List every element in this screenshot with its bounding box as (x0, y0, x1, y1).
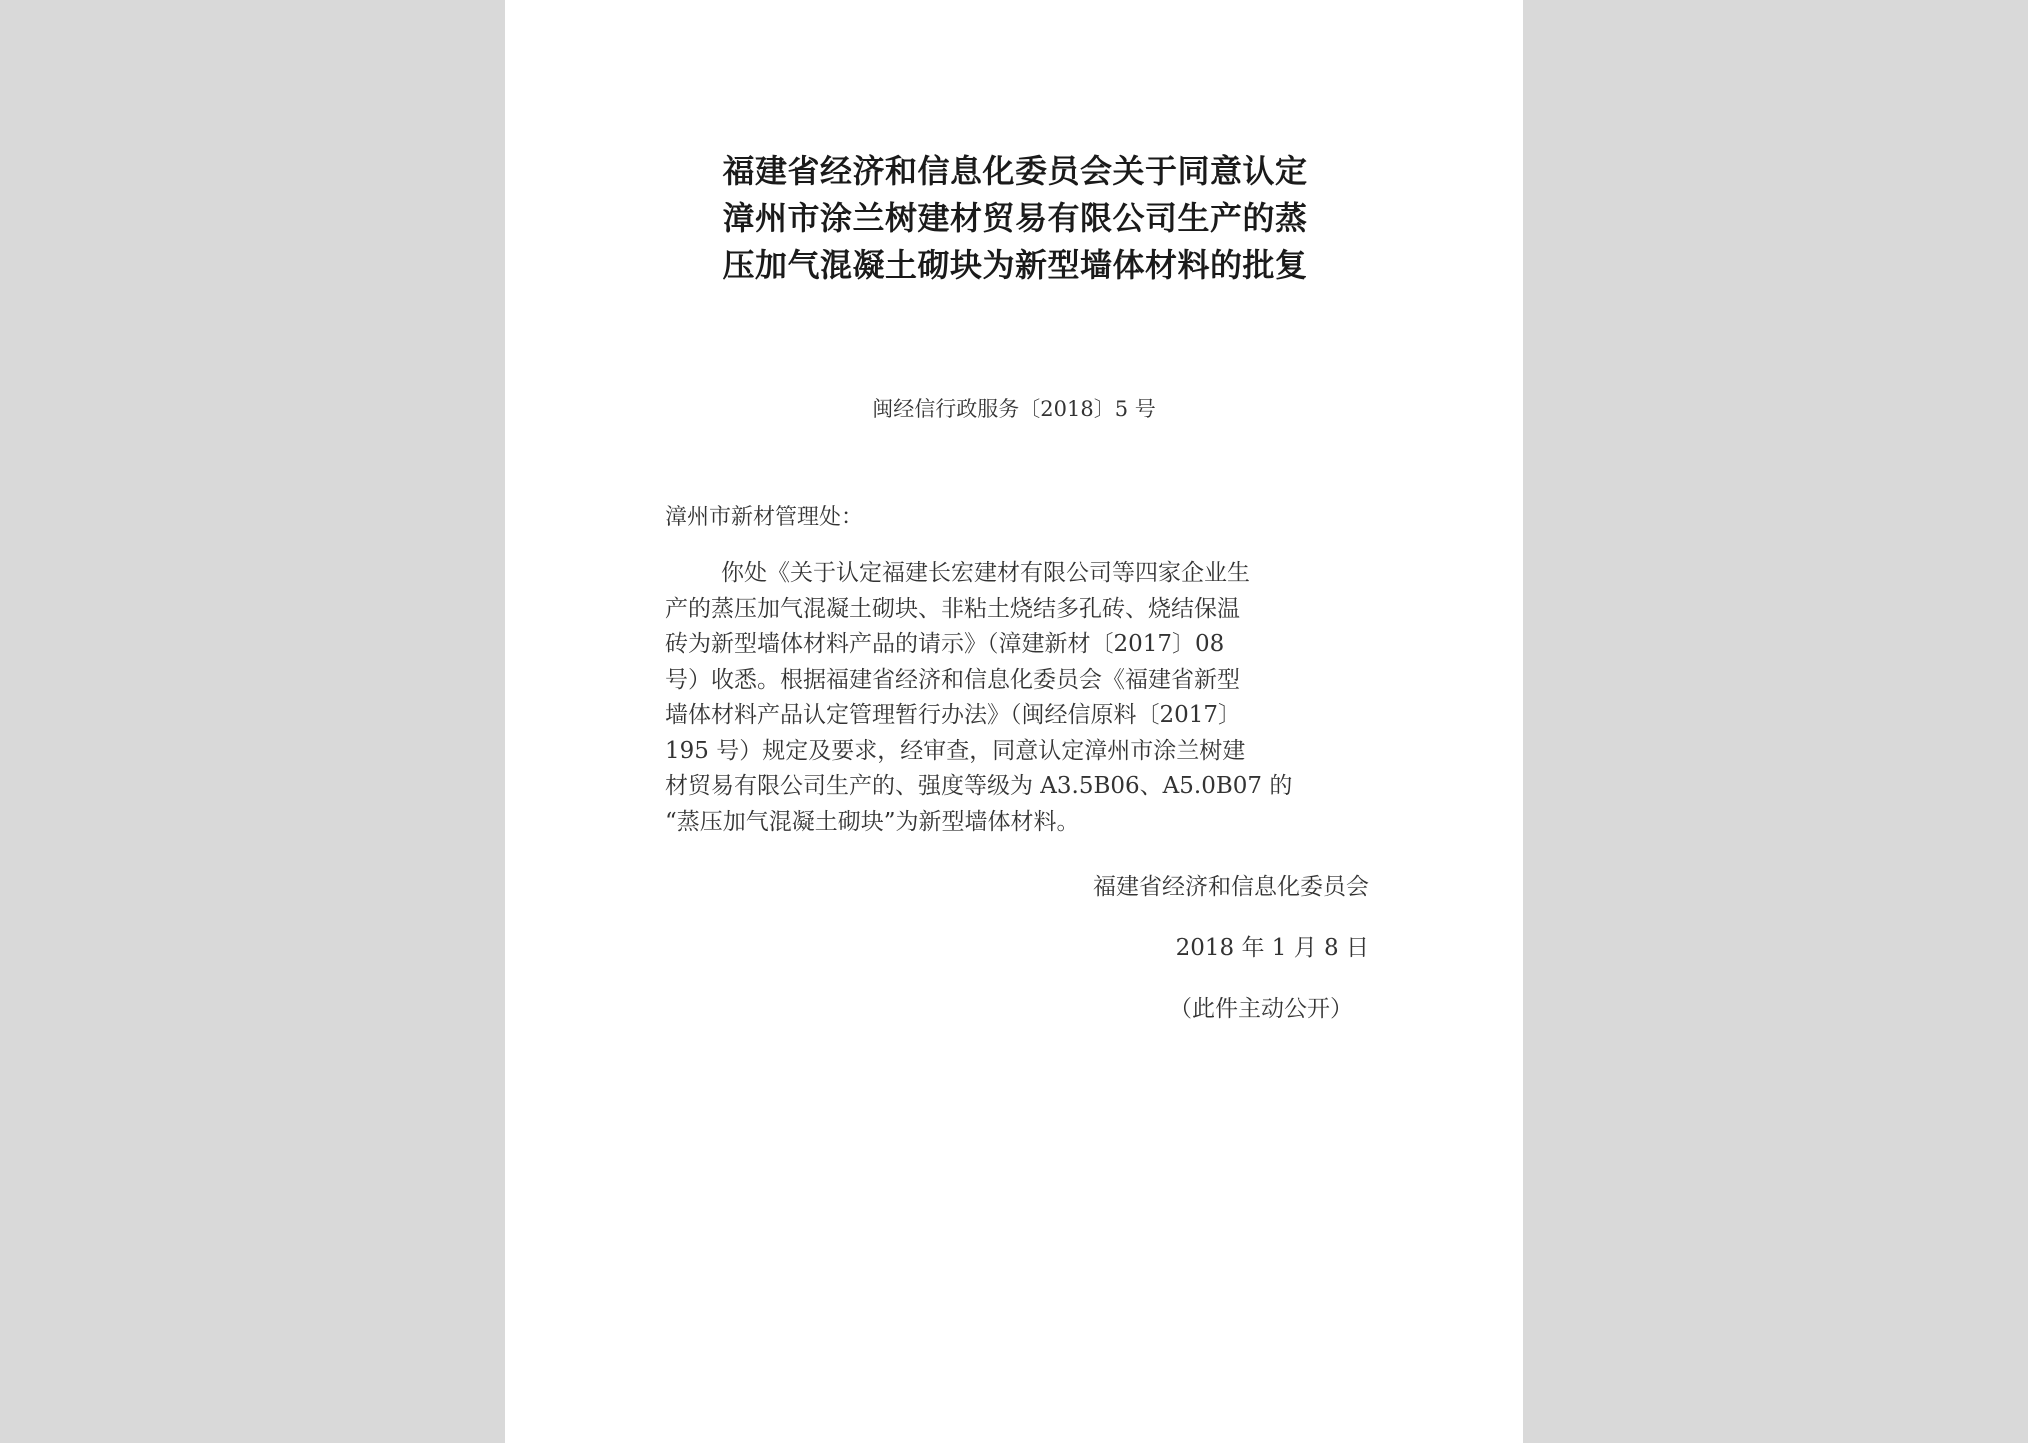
body-line: 195 号）规定及要求，经审查，同意认定漳州市涂兰树建 (665, 737, 1246, 764)
body-line: 产的蒸压加气混凝土砌块、非粘土烧结多孔砖、烧结保温 (665, 595, 1240, 622)
title-line: 福建省经济和信息化委员会关于同意认定 (722, 152, 1308, 190)
document-page (505, 0, 1523, 1443)
body-line: 号）收悉。根据福建省经济和信息化委员会《福建省新型 (665, 666, 1240, 693)
signature-organization: 福建省经济和信息化委员会 (1093, 874, 1369, 900)
body-paragraph (665, 556, 1365, 840)
body-line: 你处《关于认定福建长宏建材有限公司等四家企业生 (721, 560, 1250, 586)
publication-note: （此件主动公开） (1169, 996, 1353, 1022)
title-line: 漳州市涂兰树建材贸易有限公司生产的蒸 (722, 199, 1308, 237)
signature-date: 2018 年 1 月 8 日 (1175, 935, 1369, 961)
addressee: 漳州市新材管理处： (665, 505, 864, 530)
body-line: 墙体材料产品认定管理暂行办法》（闽经信原料〔2017〕 (665, 702, 1242, 728)
title-line: 压加气混凝土砌块为新型墙体材料的批复 (722, 246, 1308, 284)
document-number: 闽经信行政服务〔2018〕5 号 (872, 397, 1156, 421)
body-line: “蒸压加气混凝土砌块”为新型墙体材料。 (665, 808, 1080, 835)
body-line: 材贸易有限公司生产的、强度等级为 A3.5B06、A5.0B07 的 (665, 773, 1293, 799)
body-line: 砖为新型墙体材料产品的请示》（漳建新材〔2017〕08 (665, 631, 1225, 657)
document-title (655, 148, 1375, 289)
